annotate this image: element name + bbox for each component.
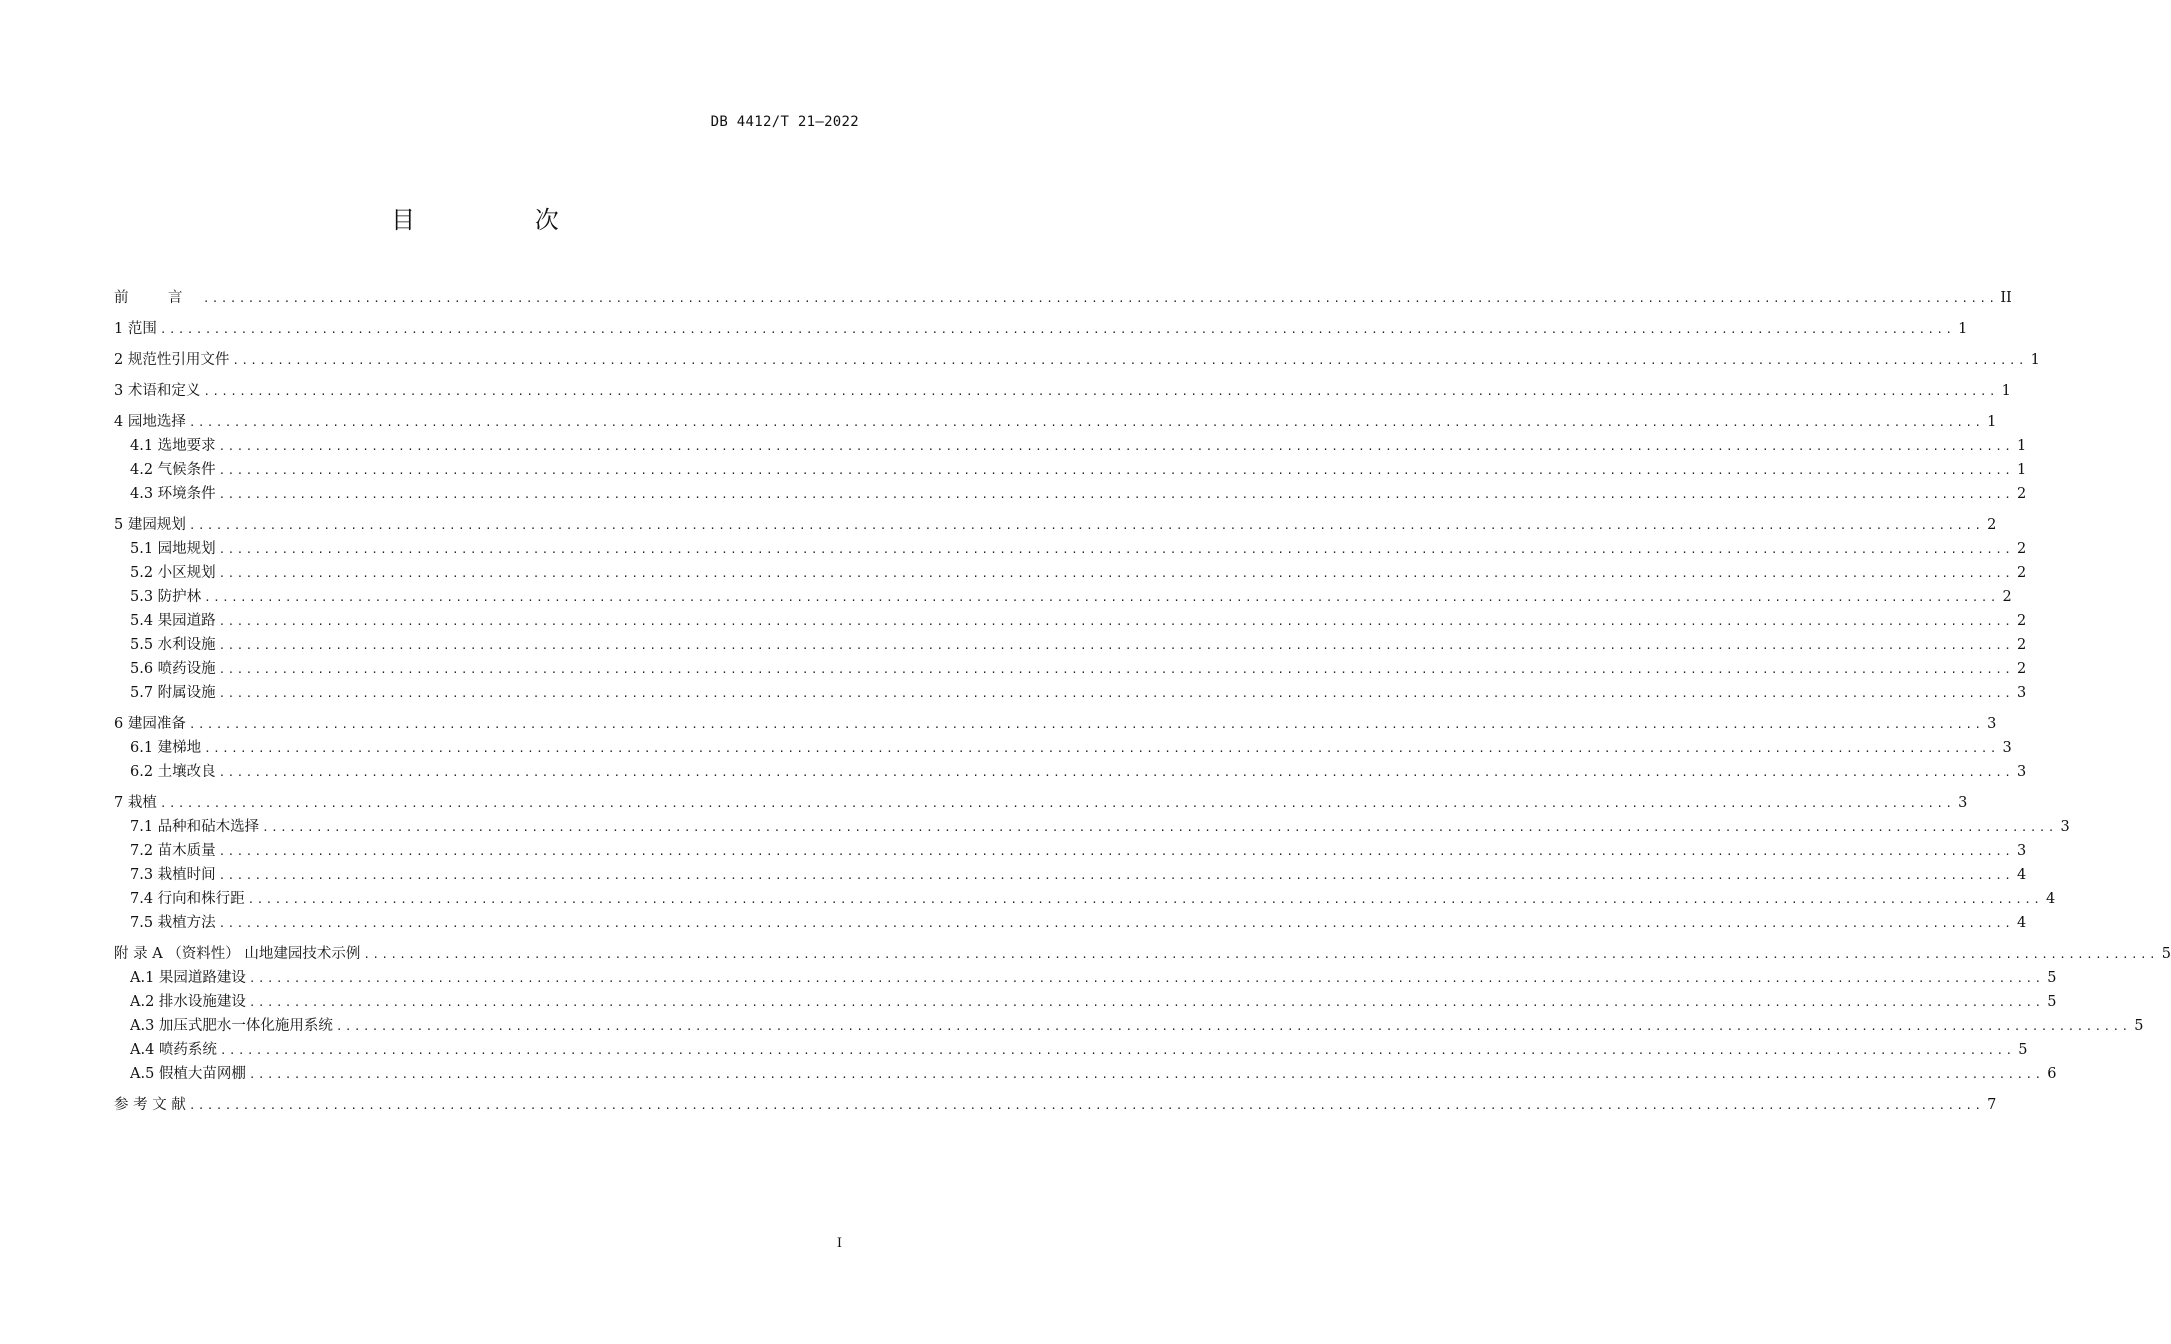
toc-entry-label: 5.5 水利设施	[130, 637, 216, 653]
toc-dot-leader: ........................................................................................................................................................................................................	[204, 742, 1999, 755]
toc-entry[interactable]	[114, 633, 2027, 657]
toc-entry[interactable]	[114, 482, 2027, 506]
toc-entry[interactable]	[114, 839, 2027, 863]
toc-entry-page: 3	[1987, 716, 1997, 732]
toc-dot-leader: ........................................................................................................................................................................................................	[218, 567, 2014, 580]
toc-entry-label: 参 考 文 献	[114, 1097, 186, 1113]
toc-dot-leader: ........................................................................................................................................................................................................	[188, 416, 1984, 429]
toc-entry-label: 7.5 栽植方法	[130, 915, 216, 931]
toc-dot-leader: ........................................................................................................................................................................................................	[218, 917, 2014, 930]
toc-entry-page: 6	[2047, 1066, 2057, 1082]
toc-entry[interactable]	[114, 1093, 1997, 1117]
page-title: 目 次	[391, 206, 615, 234]
toc-dot-leader: ........................................................................................................................................................................................................	[218, 488, 2014, 501]
toc-entry-page: 4	[2045, 891, 2056, 907]
toc-entry-label: 6.1 建梯地	[130, 740, 202, 756]
toc-entry-label: 5.4 果园道路	[130, 613, 216, 629]
toc-entry[interactable]	[114, 286, 2012, 310]
toc-entry-label: 5.6 喷药设施	[130, 661, 216, 677]
toc-entry-page: 7	[1987, 1097, 1997, 1113]
toc-entry-label: A.3 加压式肥水一体化施用系统	[130, 1018, 333, 1034]
toc-entry-page: 3	[2016, 764, 2027, 780]
toc-entry-label: A.2 排水设施建设	[130, 994, 246, 1010]
toc-entry-page: 1	[1987, 414, 1997, 430]
toc-entry-page: 2	[2016, 661, 2027, 677]
toc-entry-label: 4.1 选地要求	[130, 438, 216, 454]
toc-dot-leader: ........................................................................................................................................................................................................	[218, 869, 2014, 882]
toc-entry-label: 前 言	[114, 290, 200, 306]
toc-dot-leader: ........................................................................................................................................................................................................	[363, 948, 2158, 961]
toc-entry-label: 5.2 小区规划	[130, 565, 216, 581]
toc-entry[interactable]	[114, 561, 2027, 585]
toc-entry[interactable]	[114, 609, 2027, 633]
toc-dot-leader: ........................................................................................................................................................................................................	[248, 972, 2044, 985]
toc-dot-leader: ........................................................................................................................................................................................................	[219, 1044, 2015, 1057]
toc-entry[interactable]	[114, 657, 2027, 681]
toc-entry[interactable]	[114, 379, 2011, 403]
toc-entry-label: 7.1 品种和砧木选择	[130, 819, 260, 835]
toc-entry[interactable]	[114, 513, 1997, 537]
toc-entry-label: 4.3 环境条件	[130, 486, 216, 502]
toc-entry[interactable]	[114, 990, 2057, 1014]
toc-entry[interactable]	[114, 942, 2171, 966]
toc-dot-leader: ........................................................................................................................................................................................................	[248, 996, 2044, 1009]
toc-entry-page: 2	[2016, 565, 2027, 581]
toc-entry[interactable]	[114, 712, 1997, 736]
toc-entry[interactable]	[114, 434, 2027, 458]
toc-entry-page: 2	[2002, 589, 2012, 605]
toc-entry[interactable]	[114, 911, 2027, 935]
toc-entry-page: 3	[2016, 843, 2027, 859]
toc-entry-label: 4.2 气候条件	[130, 462, 216, 478]
toc-dot-leader: ........................................................................................................................................................................................................	[159, 323, 1955, 336]
toc-entry-page: 5	[2161, 946, 2171, 962]
toc-entry[interactable]	[114, 736, 2012, 760]
toc-dot-leader: ........................................................................................................................................................................................................	[218, 766, 2014, 779]
toc-dot-leader: ........................................................................................................................................................................................................	[218, 440, 2014, 453]
toc-dot-leader: ........................................................................................................................................................................................................	[218, 845, 2014, 858]
toc-entry-page: 5	[2047, 970, 2057, 986]
toc-entry-page: 1	[2030, 352, 2040, 368]
toc-entry[interactable]	[114, 815, 2070, 839]
toc-entry-page: 3	[2060, 819, 2070, 835]
toc-entry-page: 5	[2047, 994, 2057, 1010]
toc-entry[interactable]	[114, 966, 2057, 990]
toc-entry-page: 4	[2016, 867, 2027, 883]
toc-entry[interactable]	[114, 317, 1968, 341]
table-of-contents	[114, 286, 2171, 1117]
toc-entry-label: 附 录 A （资料性） 山地建园技术示例	[114, 946, 361, 962]
toc-entry-page: 1	[2016, 438, 2027, 454]
toc-entry-page: 5	[2018, 1042, 2028, 1058]
toc-entry-label: A.1 果园道路建设	[130, 970, 246, 986]
toc-entry[interactable]	[114, 537, 2027, 561]
toc-dot-leader: ........................................................................................................................................................................................................	[218, 543, 2014, 556]
toc-entry[interactable]	[114, 791, 1968, 815]
toc-entry-page: 1	[1958, 321, 1968, 337]
toc-dot-leader: ........................................................................................................................................................................................................	[202, 292, 1998, 305]
toc-entry-label: A.4 喷药系统	[130, 1042, 217, 1058]
toc-entry[interactable]	[114, 348, 2040, 372]
toc-entry-label: 5.1 园地规划	[130, 541, 216, 557]
toc-entry[interactable]	[114, 887, 2056, 911]
toc-entry-page: 5	[2134, 1018, 2144, 1034]
toc-dot-leader: ........................................................................................................................................................................................................	[188, 1099, 1984, 1112]
toc-entry-label: A.5 假植大苗网棚	[130, 1066, 246, 1082]
toc-dot-leader: ........................................................................................................................................................................................................	[218, 639, 2014, 652]
toc-dot-leader: ........................................................................................................................................................................................................	[335, 1020, 2131, 1033]
toc-dot-leader: ........................................................................................................................................................................................................	[248, 1068, 2044, 1081]
toc-dot-leader: ........................................................................................................................................................................................................	[188, 519, 1984, 532]
toc-dot-leader: ........................................................................................................................................................................................................	[218, 615, 2014, 628]
toc-entry[interactable]	[114, 1038, 2028, 1062]
toc-entry-page: 3	[1958, 795, 1968, 811]
toc-entry[interactable]	[114, 1062, 2057, 1086]
toc-dot-leader: ........................................................................................................................................................................................................	[218, 687, 2014, 700]
toc-entry-page: 1	[2016, 462, 2027, 478]
toc-entry-page: II	[2000, 290, 2012, 306]
toc-dot-leader: ........................................................................................................................................................................................................	[232, 354, 2027, 367]
toc-dot-leader: ........................................................................................................................................................................................................	[188, 718, 1984, 731]
toc-entry[interactable]	[114, 760, 2027, 784]
toc-dot-leader: ........................................................................................................................................................................................................	[218, 464, 2014, 477]
toc-entry-page: 2	[1987, 517, 1997, 533]
toc-entry-label: 4 园地选择	[114, 414, 186, 430]
toc-entry-label: 5.3 防护林	[130, 589, 202, 605]
toc-entry[interactable]	[114, 863, 2027, 887]
toc-entry-label: 6 建园准备	[114, 716, 186, 732]
toc-entry-label: 6.2 土壤改良	[130, 764, 216, 780]
toc-dot-leader: ........................................................................................................................................................................................................	[203, 385, 1998, 398]
toc-entry-page: 2	[2016, 637, 2027, 653]
toc-dot-leader: ........................................................................................................................................................................................................	[204, 591, 1999, 604]
toc-entry-label: 2 规范性引用文件	[114, 352, 230, 368]
toc-entry-page: 2	[2016, 541, 2027, 557]
toc-entry-page: 1	[2001, 383, 2011, 399]
toc-entry-label: 3 术语和定义	[114, 383, 201, 399]
toc-entry-page: 2	[2016, 486, 2027, 502]
toc-entry-page: 3	[2002, 740, 2012, 756]
toc-entry-label: 7.4 行向和株行距	[130, 891, 245, 907]
toc-entry-label: 7.2 苗木质量	[130, 843, 216, 859]
toc-entry[interactable]	[114, 410, 1997, 434]
toc-entry[interactable]	[114, 681, 2027, 705]
toc-dot-leader: ........................................................................................................................................................................................................	[247, 893, 2043, 906]
toc-dot-leader: ........................................................................................................................................................................................................	[262, 821, 2057, 834]
toc-entry-label: 5 建园规划	[114, 517, 186, 533]
document-code: DB 4412/T 21—2022	[710, 114, 859, 130]
toc-dot-leader: ........................................................................................................................................................................................................	[218, 663, 2014, 676]
toc-entry[interactable]	[114, 458, 2027, 482]
page-number: I	[836, 1236, 842, 1251]
toc-entry-label: 1 范围	[114, 321, 157, 337]
toc-entry-label: 7 栽植	[114, 795, 157, 811]
toc-entry[interactable]	[114, 1014, 2144, 1038]
toc-entry[interactable]	[114, 585, 2012, 609]
toc-entry-label: 5.7 附属设施	[130, 685, 216, 701]
toc-entry-page: 2	[2016, 613, 2027, 629]
toc-dot-leader: ........................................................................................................................................................................................................	[159, 797, 1955, 810]
toc-entry-label: 7.3 栽植时间	[130, 867, 216, 883]
toc-entry-page: 3	[2016, 685, 2027, 701]
toc-entry-page: 4	[2016, 915, 2027, 931]
